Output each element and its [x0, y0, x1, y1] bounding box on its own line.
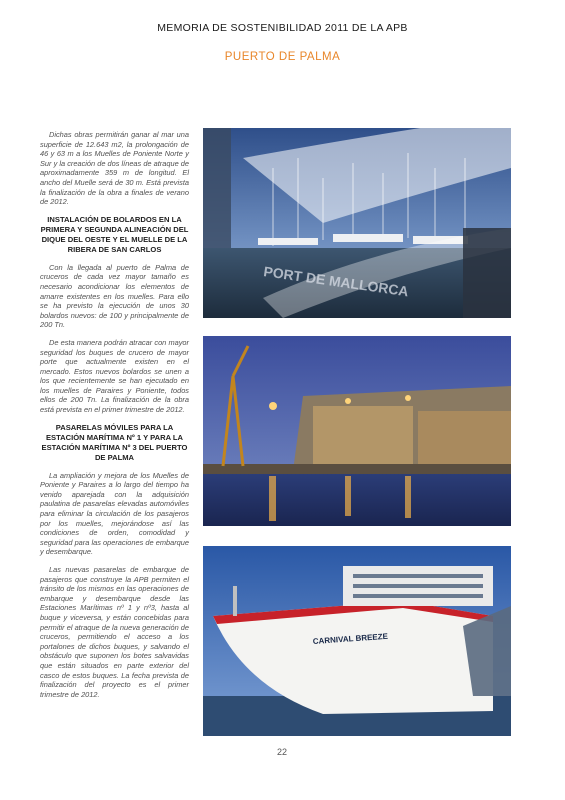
marina-photo [203, 128, 511, 318]
report-title: MEMORIA DE SOSTENIBILIDAD 2011 DE LA APB [157, 22, 408, 34]
ship-name: CARNIVAL BREEZE [312, 631, 389, 646]
port-sign: PORT DE MALLORCA [262, 263, 410, 300]
paragraph: De esta manera podrán atracar con mayor seguridad los buques de crucero de mayor porte que actualmente existen en el mercado. Estos nuevos bolardos se unen a los que recientemente se han ejecutado en los muelles de Paraires y Poniente, todos ellos de 200 Tn. La finalización de la obra está prevista en el primer trimestre de 2012. [40, 337, 189, 415]
cruise-ship-photo [203, 546, 511, 736]
dusk-port-photo [203, 336, 511, 526]
paragraph: Con la llegada al puerto de Palma de cruceros de cada vez mayor tamaño es necesario acondicionar los elementos de amarre existentes en los muelles. Para ello se ha previsto la ejecución de unos 30 bolardos nuevos: de 100 y principalmente de 200 Tn. [40, 262, 189, 330]
paragraph: Dichas obras permitirán ganar al mar una superficie de 12.643 m2, la prolongación de 46 y 63 m a los Muelles de Poniente Norte y Sur y la creación de dos líneas de atraque de aproximadamente 359 m de longitud. El ancho del Muelle será de 30 m. Está prevista la finalización de la obra a finales de verano de 2012. [40, 130, 189, 207]
paragraph: Las nuevas pasarelas de embarque de pasajeros que construye la APB permiten el tránsito de los mismos en las operaciones de embarque y desembarque desde las Estaciones Marítimas nº 1 y nº3, hasta al buque y viceversa, y están concebidas para permitir el atraque de la nueva generación de cruceros, permitiendo el acceso a los portalones de dichos buques, y salvando el obstáculo que suponen los botes salvavidas que están situados en parte exterior del casco de estos buques. La fecha prevista de finalización del proyecto es el primer trimestre de 2012. [40, 565, 189, 699]
section-heading: INSTALACIÓN DE BOLARDOS EN LA PRIMERA Y SEGUNDA ALINEACIÓN DEL DIQUE DEL OESTE Y EL MUELLE DE LA RIBERA DE SAN CARLOS [40, 214, 189, 254]
page-number: 22 [276, 747, 287, 757]
section-heading: PASARELAS MÓVILES PARA LA ESTACIÓN MARÍTIMA Nº 1 Y PARA LA ESTACIÓN MARÍTIMA Nº 3 DEL PUERTO DE PALMA [41, 422, 188, 462]
paragraph: La ampliación y mejora de los Muelles de Poniente y Paraires a lo largo del tiempo ha venido aparejada con la adquisición paulatina de pasarelas elevadas automóviles para eliminar la circulación de los pasajeros por los muelles, mejorándose así las condiciones de orden, comodidad y seguridad para las operaciones de embarque y desembarque. [40, 470, 189, 557]
text-column [40, 130, 189, 707]
section-title: PUERTO DE PALMA [224, 51, 341, 63]
